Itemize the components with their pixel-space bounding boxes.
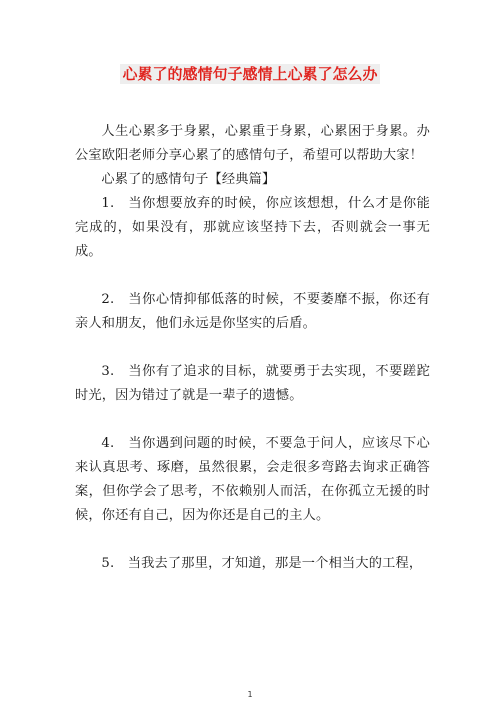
list-item-4: 4. 当你遇到问题的时候，不要急于问人，应该尽下心来认真思考、琢磨，虽然很累，会走很多弯路去询求正确答案，但你学会了思考，不依赖别人而活，在你孤立无援的时候，你还有自己，因为你还是自己的主人。 <box>75 436 430 523</box>
intro-paragraph: 人生心累多于身累，心累重于身累，心累困于身累。办公室欧阳老师分享心累了的感情句子，希望可以帮助大家！ <box>75 124 430 163</box>
section-heading: 心累了的感情句子【经典篇】 <box>101 172 276 187</box>
document-title-text: 心累了的感情句子感情上心累了怎么办 <box>122 65 378 83</box>
list-item-5: 5. 当我去了那里，才知道，那是一个相当大的工程， <box>101 556 423 571</box>
document-body <box>75 120 430 576</box>
list-item-1: 1. 当你想要放弃的时候，你应该想想，什么才是你能完成的，如果没有，那就应该坚持下去，否则就会一事无成。 <box>75 196 430 259</box>
document-title <box>0 64 500 84</box>
list-item-3: 3. 当你有了追求的目标，就要勇于去实现，不要蹉跎时光，因为错过了就是一辈子的遗憾。 <box>75 364 430 403</box>
page-number: 1 <box>247 690 253 699</box>
list-item-2: 2. 当你心情抑郁低落的时候，不要萎靡不振，你还有亲人和朋友，他们永远是你坚实的后盾。 <box>75 292 430 331</box>
